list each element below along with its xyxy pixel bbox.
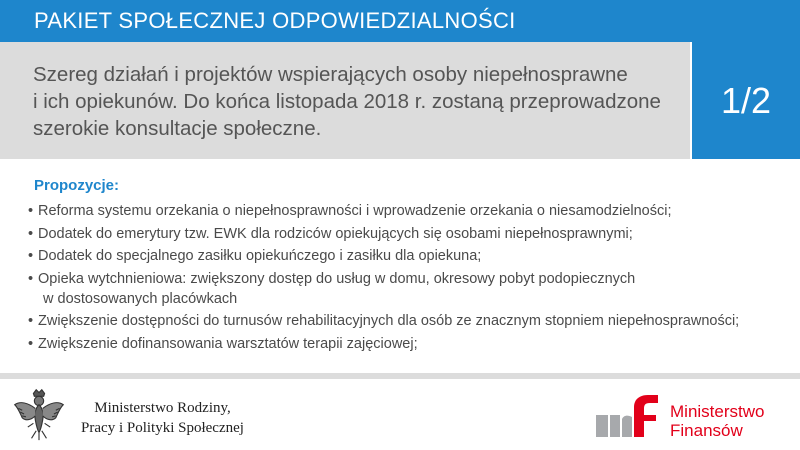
list-item-text: Dodatek do emerytury tzw. EWK dla rodziców opiekujących się osobami niepełnosprawnymi; xyxy=(38,225,633,242)
list-item-text: Reforma systemu orzekania o niepełnosprawności i wprowadzenie orzekania o niesamodzielności; xyxy=(38,203,672,219)
mf-logo-icon xyxy=(594,393,660,439)
ministry-family-name xyxy=(75,398,250,438)
bullet-icon: • xyxy=(28,270,34,287)
ministry-family-line-1: Ministerstwo Rodziny, xyxy=(94,400,231,416)
list-item xyxy=(28,334,788,354)
bullet-icon: • xyxy=(28,313,34,330)
list-item xyxy=(28,201,788,221)
bullet-icon: • xyxy=(28,225,34,242)
bullet-icon: • xyxy=(28,203,34,219)
intro-text xyxy=(33,61,683,142)
intro-line-2: i ich opiekunów. Do końca listopada 2018 r. zostaną przeprowadzone xyxy=(33,90,661,113)
list-item-text: Dodatek do specjalnego zasiłku opiekuńczego i zasiłku dla opiekuna; xyxy=(38,248,482,265)
intro-line-1: Szereg działań i projektów wspierających osoby niepełnosprawne xyxy=(33,63,628,86)
intro-panel xyxy=(0,42,690,159)
ministry-finance-line-2: Finansów xyxy=(670,421,743,440)
proposals-list xyxy=(28,201,788,357)
list-item xyxy=(28,269,788,309)
list-item-text: Zwiększenie dofinansowania warsztatów terapii zajęciowej; xyxy=(38,335,418,352)
ministry-family-line-2: Pracy i Polityki Społecznej xyxy=(81,420,244,436)
header-bar xyxy=(0,0,800,42)
ministry-finance-line-1: Ministerstwo xyxy=(670,402,765,421)
list-item xyxy=(28,311,788,331)
header-title: PAKIET SPOŁECZNEJ ODPOWIEDZIALNOŚCI xyxy=(34,8,516,33)
page-indicator: 1/2 xyxy=(720,80,772,121)
ministry-finance-name xyxy=(670,402,764,440)
intro-line-3: szerokie konsultacje społeczne. xyxy=(33,117,322,140)
page-indicator-box xyxy=(692,42,800,159)
footer-divider xyxy=(0,373,800,379)
bullet-icon: • xyxy=(28,248,34,265)
list-item xyxy=(28,246,788,266)
list-item xyxy=(28,224,788,244)
proposals-heading: Propozycje: xyxy=(34,177,120,194)
list-item-continuation: w dostosowanych placówkach xyxy=(43,290,238,307)
bullet-icon: • xyxy=(28,335,34,352)
polish-eagle-emblem-icon xyxy=(10,386,68,442)
list-item-text: Zwiększenie dostępności do turnusów rehabilitacyjnych dla osób ze znacznym stopniem niepełnosprawności; xyxy=(38,313,740,330)
list-item-text: Opieka wytchnieniowa: zwiększony dostęp do usług w domu, okresowy pobyt podopiecznych xyxy=(38,270,636,287)
